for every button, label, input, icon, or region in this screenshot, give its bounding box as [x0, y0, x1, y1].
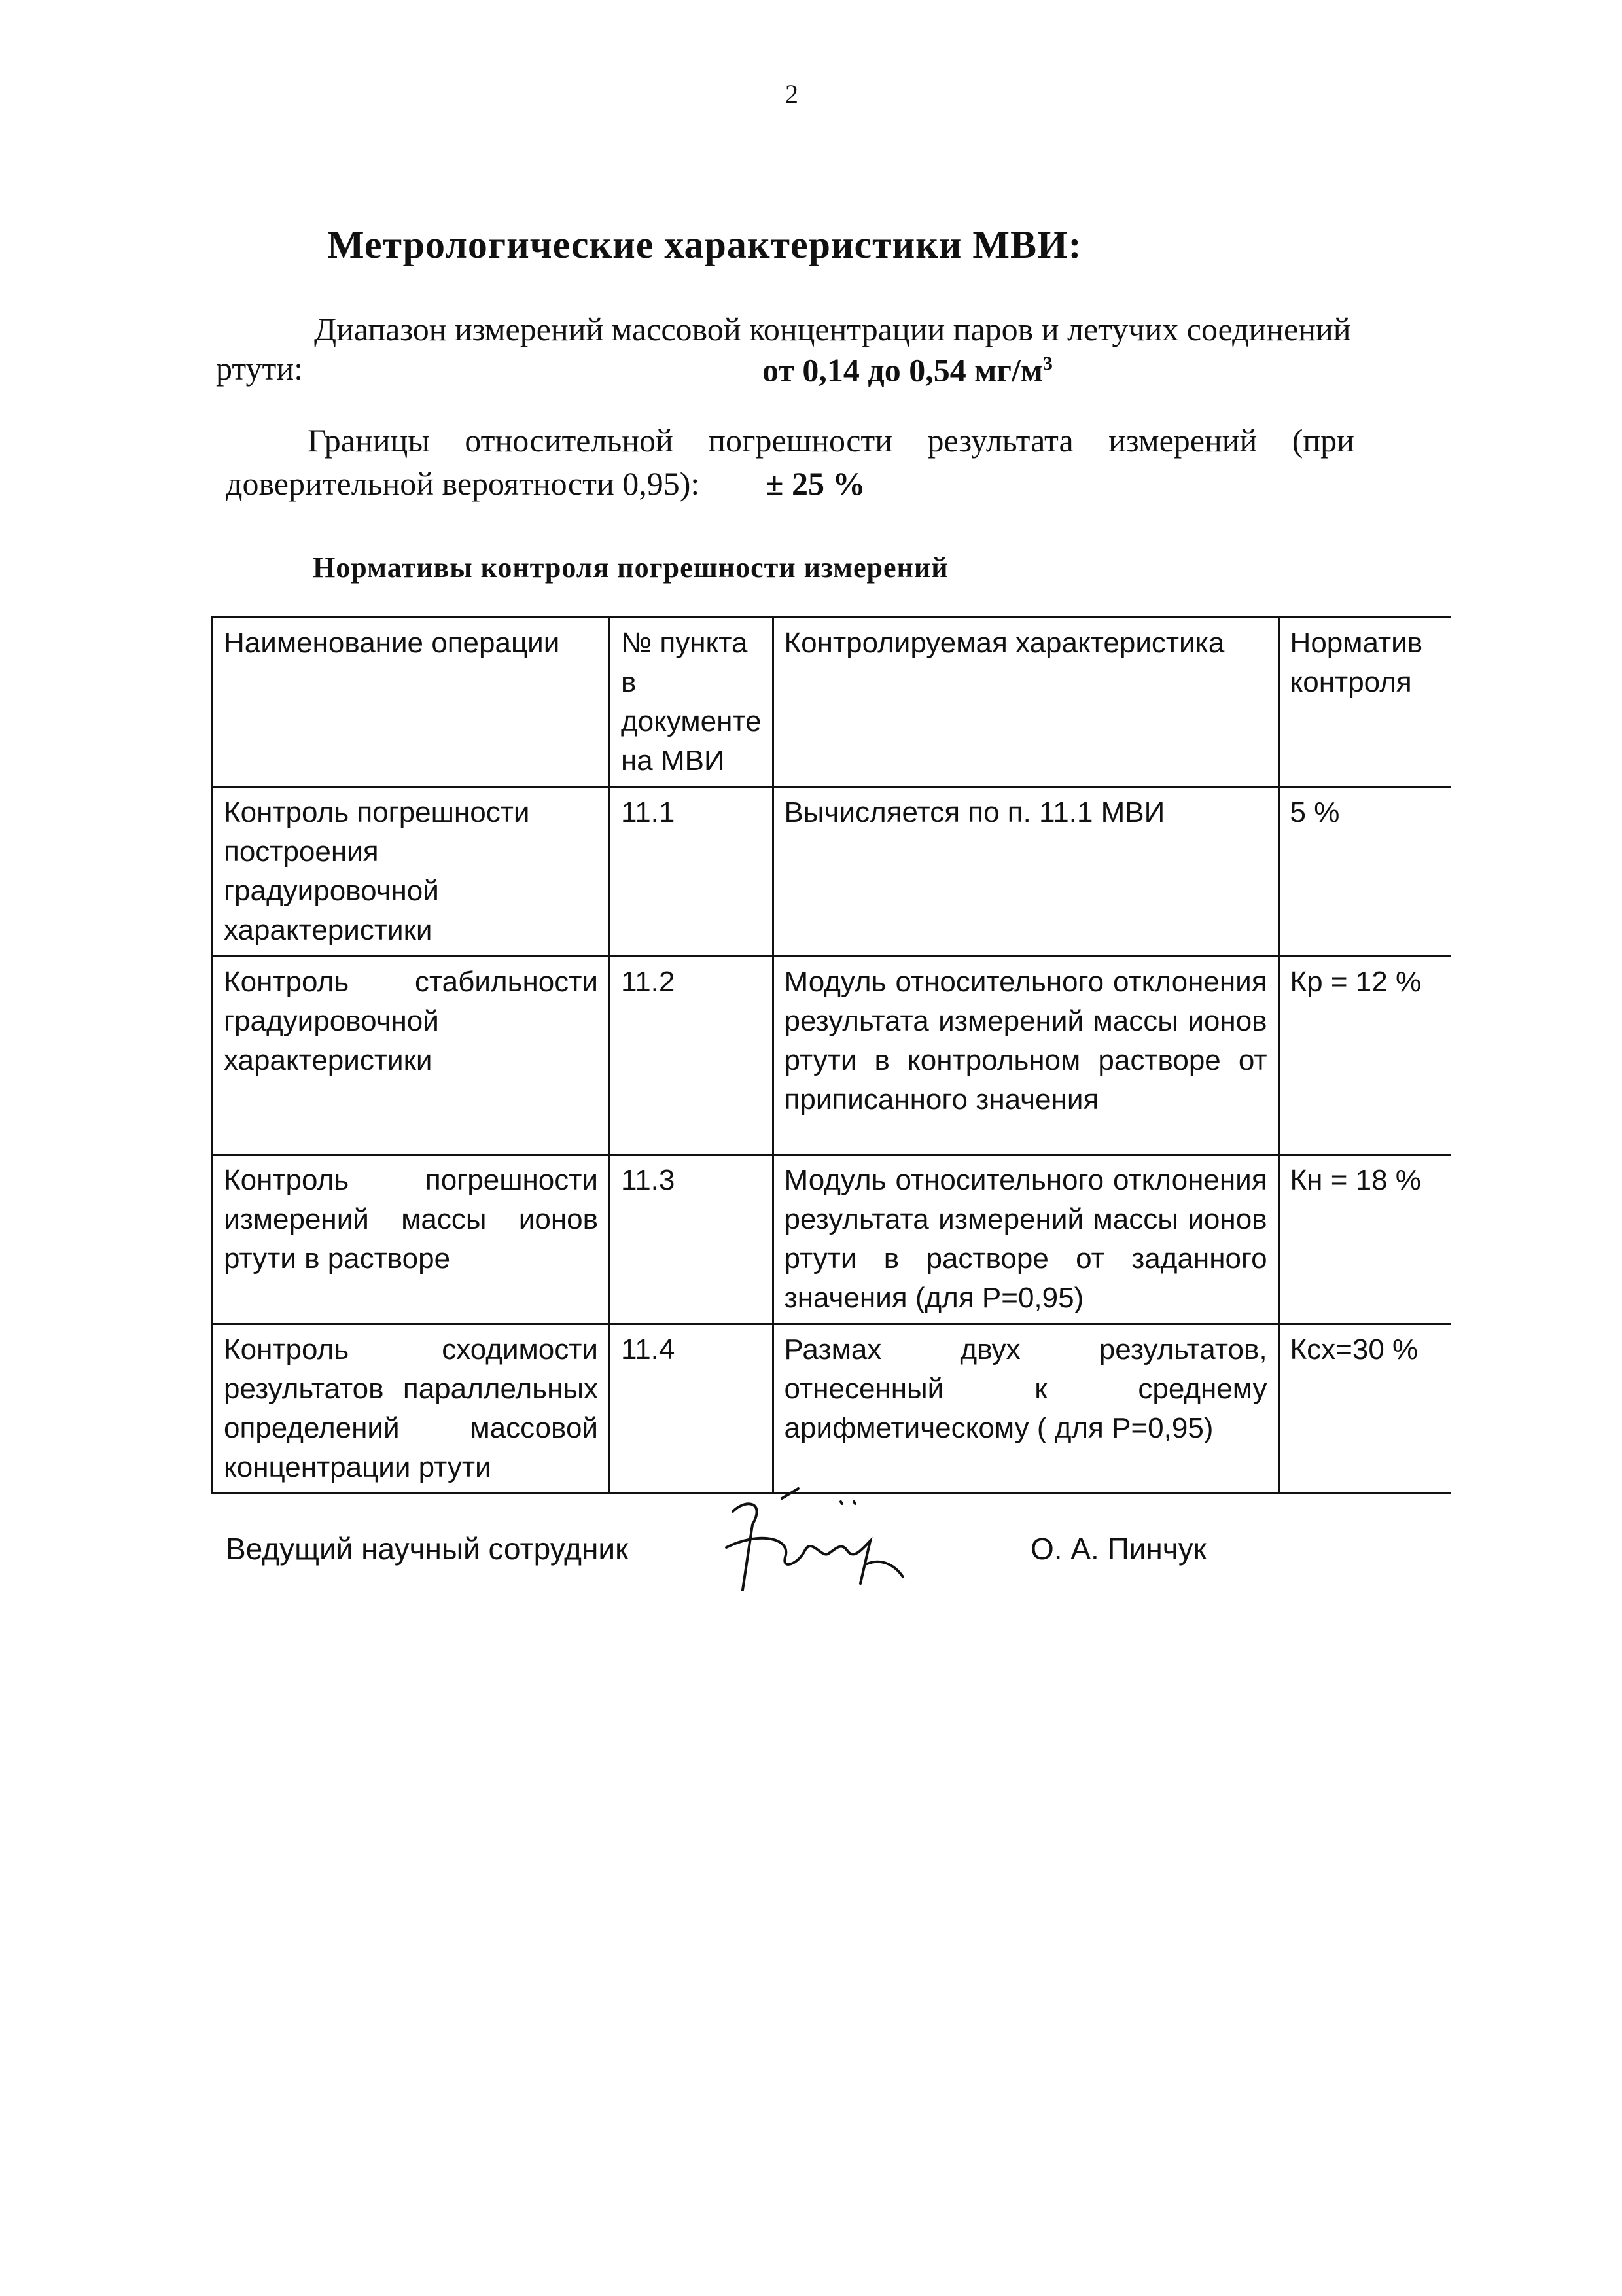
range-text-line2: ртути: [216, 350, 304, 387]
range-text-line1: Диапазон измерений массовой концентрации паров и летучих соединений [314, 311, 1351, 347]
header-characteristic: Контролируемая характеристика [773, 618, 1278, 787]
bounds-word: измерений [1108, 422, 1258, 459]
bounds-word: погрешности [708, 422, 893, 459]
norms-table [211, 616, 1451, 1494]
range-value-sup: 3 [1042, 353, 1053, 374]
bounds-word: (при [1292, 422, 1354, 459]
page-title: Метрологические характеристики МВИ: [327, 223, 1082, 266]
bounds-word: Границы [308, 422, 430, 459]
bounds-text-line1 [308, 419, 1354, 462]
header-operation: Наименование операции [213, 618, 610, 787]
table-row [213, 957, 1451, 1155]
bounds-word: результата [927, 422, 1074, 459]
cell-norm: Кн = 18 % [1278, 1155, 1451, 1324]
page-number: 2 [785, 79, 798, 109]
table-row [213, 787, 1451, 957]
cell-item: 11.4 [610, 1324, 773, 1494]
handwritten-signature [707, 1485, 916, 1597]
cell-operation: Контроль сходимости результатов параллельных определений массовой концентрации ртути [213, 1324, 610, 1494]
header-norm: Норматив контроля [1278, 618, 1451, 787]
cell-norm: Ксх=30 % [1278, 1324, 1451, 1494]
cell-characteristic: Модуль относительного отклонения результата измерений массы ионов ртути в контрольном растворе от приписанного значения [773, 957, 1278, 1155]
table-row [213, 1155, 1451, 1324]
range-value [762, 342, 1053, 392]
cell-characteristic: Размах двух результатов, отнесенный к среднему арифметическому ( для Р=0,95) [773, 1324, 1278, 1494]
signer-position: Ведущий научный сотрудник [226, 1532, 629, 1566]
cell-norm: Кр = 12 % [1278, 957, 1451, 1155]
table-header-row [213, 618, 1451, 787]
signer-name: О. А. Пинчук [1031, 1532, 1207, 1566]
cell-item: 11.1 [610, 787, 773, 957]
header-item: № пункта в документе на МВИ [610, 618, 773, 787]
bounds-value: ± 25 % [766, 465, 866, 502]
cell-item: 11.3 [610, 1155, 773, 1324]
cell-operation: Контроль погрешности измерений массы ионов ртути в растворе [213, 1155, 610, 1324]
table-row [213, 1324, 1451, 1494]
cell-item: 11.2 [610, 957, 773, 1155]
cell-characteristic: Модуль относительного отклонения результата измерений массы ионов ртути в растворе от заданного значения (для Р=0,95) [773, 1155, 1278, 1324]
bounds-word: относительной [465, 422, 673, 459]
cell-characteristic: Вычисляется по п. 11.1 МВИ [773, 787, 1278, 957]
cell-operation: Контроль погрешности построения градуировочной характеристики [213, 787, 610, 957]
cell-norm: 5 % [1278, 787, 1451, 957]
cell-operation: Контроль стабильности градуировочной характеристики [213, 957, 610, 1155]
norms-title: Нормативы контроля погрешности измерений [313, 552, 949, 584]
range-value-text: от 0,14 до 0,54 мг/м [762, 351, 1043, 389]
bounds-text-line2: доверительной вероятности 0,95): [226, 465, 700, 502]
